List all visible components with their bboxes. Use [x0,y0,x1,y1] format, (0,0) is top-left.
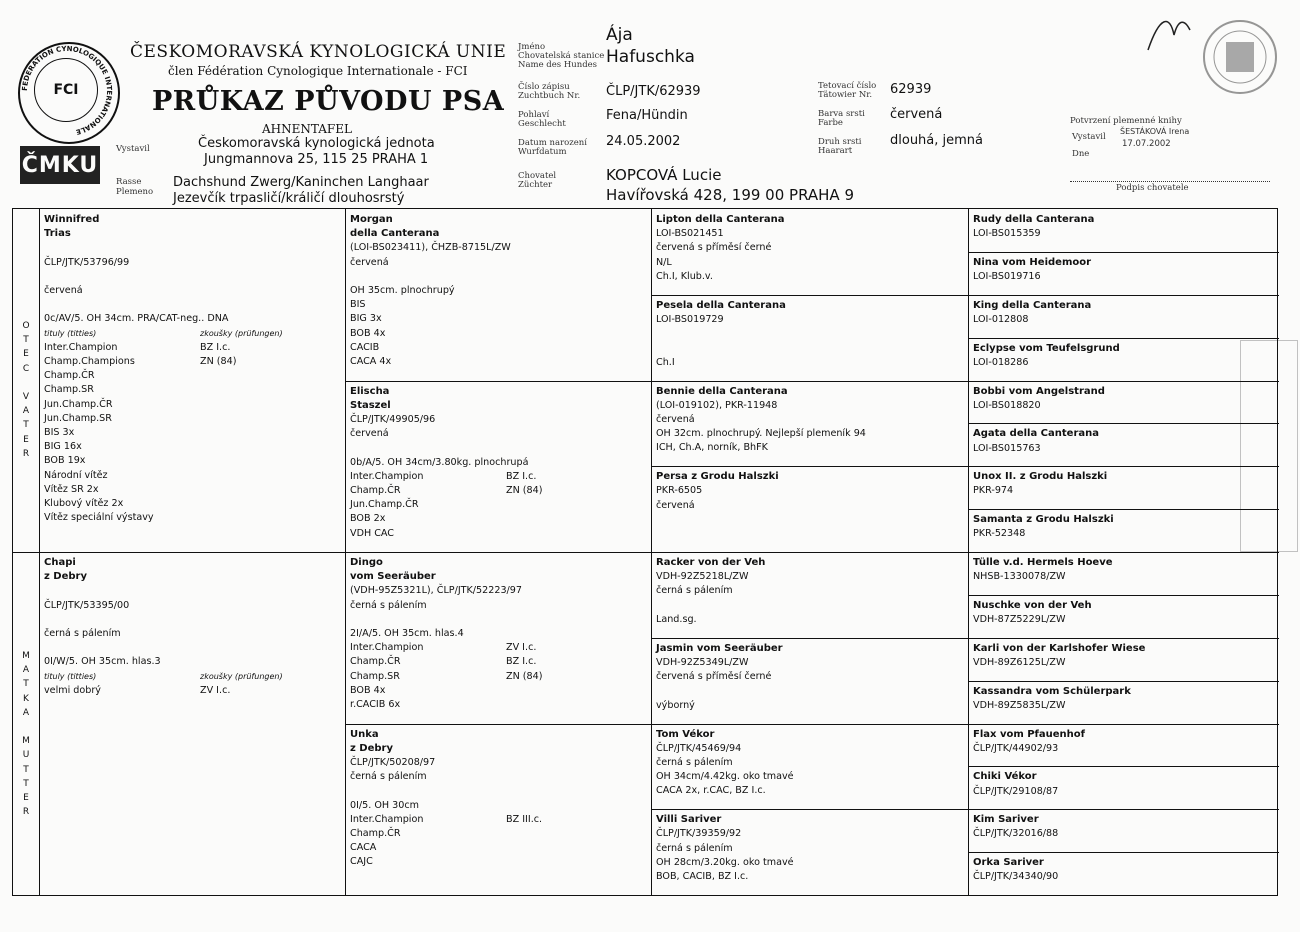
gen3-cell [656,299,786,370]
gen4-cell [973,342,1120,370]
gen4-divider [969,338,1279,339]
title-row: Jun.Champ.SR [44,412,112,424]
registration-number: VDH-89Z5835L/ZW [973,699,1066,711]
title-row: Champ.SR [44,384,94,396]
info-line: ČLP/JTK/45469/94 [656,742,742,754]
label-sex: Pohlaví Geschlecht [518,110,566,129]
info-line: OH 35cm. plnochrupý [350,285,455,297]
info-line: výborný [656,699,695,711]
info-line: BOB 4x [350,327,386,339]
dog-name-line: Villi Sariver [656,814,722,826]
info-line: OH 34cm/4.42kg. oko tmavé [656,771,794,783]
info-line: r.CACIB 6x [350,699,401,711]
info-line: PKR-6505 [656,485,703,497]
info-line [656,341,786,355]
gen3-cell [656,813,794,884]
info-line: BOB 4x [350,684,386,696]
info-line: červená [656,413,695,425]
gen4-cell [973,470,1107,498]
side-label-letter: E [23,349,29,360]
title-row: Vítěz speciální výstavy [44,512,154,524]
titles-header: tituly (titties) zkoušky (prüfungen) [44,328,283,338]
info-line: Land.sg. [656,613,697,625]
info-line [656,684,783,698]
info-line: červená s příměsí černé [656,242,772,254]
dog-name-line: Tom Vékor [656,728,715,740]
breeder-address: Havířovská 428, 199 00 PRAHA 9 [606,186,854,204]
dog-dob: 24.05.2002 [606,134,681,149]
spacer [44,584,283,598]
dog-name-line: Kassandra vom Schülerpark [973,685,1131,697]
label-dob: Datum narození Wurfdatum [518,138,587,157]
fci-logo-text: FCI [53,82,79,98]
dog-name-line: vom Seeräuber [350,571,436,583]
info-line: CACIB [350,341,380,353]
registration-number: VDH-89Z6125L/ZW [973,656,1066,668]
info-line: červená [350,256,389,268]
info-line: ICH, Ch.A, norník, BhFK [656,442,768,454]
pedigree-table [12,208,1278,896]
fci-logo [34,58,98,122]
registration-number: ČLP/JTK/34340/90 [973,871,1059,883]
gen3-cell [656,470,779,513]
gen4-divider [969,852,1279,853]
info-line: OH 28cm/3.20kg. oko tmavé [656,856,794,868]
gen4-cell [973,213,1094,241]
side-label-letter: T [23,778,29,789]
dog-name-line: Samanta z Grodu Halszki [973,514,1114,526]
info-line: Ch.I [656,356,675,368]
title-row: BIS 3x [44,427,75,439]
info-line [350,270,511,284]
info-line: Champ.ČR ZN (84) [350,484,528,498]
studbook-date-label: Dne [1072,149,1090,159]
side-label-letter: C [22,363,30,374]
exam-result: BZ I.c. [506,656,537,668]
info-line: černá s pálením [656,756,733,768]
gen4-divider [969,595,1279,596]
side-label-letter: T [23,679,29,690]
spacer [44,641,283,655]
gen4-cell [973,856,1058,884]
registration-number: ČLP/JTK/44902/93 [973,742,1059,754]
coat-color: černá s pálením [44,628,121,640]
gen3-cell [656,213,785,284]
dog-name-line: King della Canterana [973,299,1092,311]
dog-name-line: Unox II. z Grodu Halszki [973,471,1108,483]
label-name: Jméno Chovatelská stanice Name des Hundes [518,42,605,70]
dog-name-line: Nina vom Heidemoor [973,256,1092,268]
gen3-divider [652,466,1279,467]
registration-number: PKR-52348 [973,528,1026,540]
info-line: N/L [656,256,672,268]
exam-result: ZN (84) [506,484,543,496]
side-label-letter [16,720,36,734]
gen4-cell [973,556,1113,584]
svg-text:FEDERATION CYNOLOGIQUE INTERNA: FEDERATION CYNOLOGIQUE INTERNATIONALE [20,44,114,136]
signature-label: Podpis chovatele [1116,183,1189,193]
dog-name-line: Staszel [350,399,391,411]
title-row: BIG 16x [44,441,82,453]
dog-name-line: Morgan [350,214,393,225]
info-line: LOI-BS019729 [656,313,724,325]
info-line: Jun.Champ.ČR [350,499,419,511]
info-line: BIS [350,299,366,311]
side-label-letter: K [23,693,29,704]
info-line: CACA [350,842,377,854]
dog-name-line: Eclypse vom Teufelsgrund [973,342,1120,354]
side-label-letter: E [23,793,29,804]
side-label-letter: A [22,707,30,718]
dog-name-line: z Debry [350,742,393,754]
side-label-letter: E [23,434,29,445]
gen3-divider [652,809,1279,810]
page-title: PRŮKAZ PŮVODU PSA [152,86,505,117]
sire-cell [44,213,283,525]
gen3-cell [656,385,866,456]
side-label-letter: A [22,665,30,676]
gen2-cell [350,728,543,870]
dog-name-line: Elischa [350,385,390,397]
side-label-letter: O [22,321,30,331]
exam-info: 0I/W/5. OH 35cm. hlas.3 [44,656,161,668]
gen4-cell [973,256,1091,284]
gen4-cell [973,385,1105,413]
dog-name-block [606,24,695,68]
info-line: černá s pálením [656,842,733,854]
issuer-name: Českomoravská kynologická jednota [198,136,435,151]
info-line: Inter.Champion ZV I.c. [350,641,522,655]
org-name: ČESKOMORAVSKÁ KYNOLOGICKÁ UNIE [130,42,507,62]
info-line: ČLP/JTK/39359/92 [656,828,742,840]
info-line: Inter.Champion BZ III.c. [350,813,435,827]
registration-number: LOI-018286 [973,356,1029,368]
info-line: CAJC [350,856,373,868]
gen4-cell [973,513,1114,541]
dog-name-line: Lipton della Canterana [656,214,785,225]
dog-name-line: Nuschke von der Veh [973,599,1092,611]
dog-name-line: Bennie della Canterana [656,385,788,397]
info-line: černá s pálením [656,585,733,597]
info-line: VDH-92Z5218L/ZW [656,571,749,583]
info-line: 0b/A/5. OH 34cm/3.80kg. plnochrupá [350,456,529,468]
info-line: Champ.SR ZN (84) [350,670,522,684]
registration-number: VDH-87Z5229L/ZW [973,614,1066,626]
info-line: CACA 4x [350,356,392,368]
dog-name-line: Tülle v.d. Hermels Hoeve [973,557,1113,568]
fci-member: člen Fédération Cynologique Internationale - FCI [168,64,468,78]
label-coat: Druh srsti Haarart [818,137,862,156]
dog-reg: ČLP/JTK/62939 [606,84,701,99]
exam-info: 0c/AV/5. OH 34cm. PRA/CAT-neg.. DNA [44,313,229,325]
dog-name-line: Jasmin vom Seeräuber [656,642,783,654]
dog-name-line: Flax vom Pfauenhof [973,728,1086,740]
gen4-cell [973,427,1099,455]
cmku-logo [20,146,100,184]
info-line: 0I/5. OH 30cm [350,799,420,811]
gen4-cell [973,299,1091,327]
title-row: Champ.Champions ZN (84) [44,356,237,368]
exam-result: BZ III.c. [506,813,543,825]
side-label-letter: T [23,764,29,775]
info-line: ČLP/JTK/50208/97 [350,756,436,768]
gen4-divider [969,252,1279,253]
title-row: velmi dobrý ZV I.c. [44,684,231,696]
info-line: LOI-BS021451 [656,228,724,240]
dog-coat: dlouhá, jemná [890,133,984,148]
gen4-cell [973,599,1092,627]
gen4-divider [969,423,1279,424]
info-line: červená s příměsí černé [656,671,772,683]
dog-name-line: Dingo [350,557,383,568]
cmku-logo-text: ČMKU [21,152,99,178]
dog-name-line: della Canterana [350,228,440,240]
title-row: Champ.ČR [44,370,95,382]
dog-name-line: Kim Sariver [973,814,1039,826]
gen2-divider [346,381,1279,382]
info-line: (LOI-019102), PKR-11948 [656,399,778,411]
registration-number: LOI-BS015763 [973,442,1041,454]
issuer-label: Vystavil [116,144,150,154]
label-reg: Číslo zápisu Zuchtbuch Nr. [518,82,581,101]
side-label-letter: M [22,736,30,747]
dog-name-line: Winnifred [44,214,100,225]
registration-number: LOI-BS019716 [973,271,1041,283]
gen2-divider [346,724,1279,725]
side-label-letter: U [22,750,30,761]
info-line: červená [350,428,389,440]
studbook-issued-date: 17.07.2002 [1122,139,1171,149]
registration-number: ČLP/JTK/29108/87 [973,785,1059,797]
gen2-cell [350,385,543,541]
info-line: Ch.I, Klub.v. [656,270,713,282]
gen3-cell [656,728,794,799]
exam-result: ZN (84) [506,670,543,682]
side-label-dam [16,649,36,819]
side-label-letter: R [22,807,30,818]
info-line [350,441,528,455]
info-line: ČLP/JTK/49905/96 [350,413,436,425]
dog-name: Ája [606,25,633,45]
dog-name-line: Agata della Canterana [973,428,1099,440]
registration-number: LOI-012808 [973,313,1029,325]
dog-name-line: Racker von der Veh [656,557,766,568]
info-line: Inter.Champion BZ I.c. [350,470,528,484]
registration-number: NHSB-1330078/ZW [973,571,1066,583]
signature-line [1070,181,1270,182]
info-line [350,784,435,798]
dog-name-line: Pesela della Canterana [656,299,786,311]
side-label-letter: V [22,392,30,403]
pedigree-mid-divider [13,552,1279,553]
title-row: Národní vítěz [44,469,108,481]
dog-tattoo: 62939 [890,82,932,97]
label-color: Barva srsti Farbe [818,109,865,128]
dog-name-line: Chapi [44,557,76,568]
info-line: BOB, CACIB, BZ I.c. [656,871,749,883]
dog-name-line: Bobbi vom Angelstrand [973,385,1105,397]
dog-name-line: Chiki Vékor [973,771,1037,783]
exam-result: ZV I.c. [506,642,537,654]
info-line: černá s pálením [350,599,427,611]
spacer [44,613,283,627]
gen3-cell [656,642,783,713]
info-line: černá s pálením [350,771,427,783]
info-line: Champ.ČR BZ I.c. [350,655,522,669]
dog-name-line: Unka [350,728,379,740]
gen3-cell [656,556,765,627]
gen4-cell [973,770,1058,798]
info-line: BOB 2x [350,513,386,525]
studbook-confirm-label: Potvrzení plemenné knihy [1070,116,1182,126]
info-line: 2I/A/5. OH 35cm. hlas.4 [350,628,464,640]
breeder-name: KOPCOVÁ Lucie [606,166,722,184]
coat-color: červená [44,285,83,297]
spacer [44,241,283,255]
dog-kennel: Hafuschka [606,47,695,67]
dog-name-line: Karli von der Karlshofer Wiese [973,642,1146,654]
breed-cz: Jezevčík trpasličí/králičí dlouhosrstý [173,191,405,206]
info-line: VDH-92Z5349L/ZW [656,656,749,668]
side-label-sire [16,319,36,461]
label-tattoo: Tetovací číslo Tätowier Nr. [818,81,877,100]
dog-name-line: z Debry [44,571,87,583]
dog-color: červená [890,107,943,122]
gen4-cell [973,813,1058,841]
dog-name-line: Orka Sariver [973,857,1044,869]
studbook-issued-by: ŠESTÁKOVÁ Irena [1120,127,1190,136]
registration-number: LOI-BS015359 [973,228,1041,240]
registration-number: LOI-BS018820 [973,399,1041,411]
spacer [44,298,283,312]
gen4-cell [973,728,1085,756]
info-line: (VDH-95Z5321L), ČLP/JTK/52223/97 [350,585,522,597]
breed-de: Dachshund Zwerg/Kaninchen Langhaar [173,175,429,190]
gen3-divider [652,295,1279,296]
side-label-letter: M [22,651,30,661]
dog-name-line: Trias [44,228,71,240]
side-label-letter: R [22,448,30,459]
gen4-cell [973,642,1145,670]
titles-header: tituly (titties) zkoušky (prüfungen) [44,671,283,681]
breed-label-2: Plemeno [116,187,154,197]
info-line: VDH CAC [350,527,395,539]
gen4-cell [973,685,1131,713]
side-label-letter: A [22,406,30,417]
registration-number: PKR-974 [973,485,1014,497]
registration-number: ČLP/JTK/53395/00 [44,599,130,611]
gen4-divider [969,509,1279,510]
registration-number: ČLP/JTK/53796/99 [44,256,130,268]
spacer [44,270,283,284]
gen4-divider [969,766,1279,767]
info-line: OH 32cm. plnochrupý. Nejlepší plemeník 94 [656,428,866,440]
side-label-letter [16,376,36,390]
info-line [656,327,786,341]
title-row: Inter.Champion BZ I.c. [44,341,231,353]
dam-cell [44,556,283,698]
dog-name-line: Rudy della Canterana [973,214,1095,225]
breed-label-1: Rasse [116,177,142,187]
signature-mark [1140,10,1200,60]
side-label-letter: T [23,335,29,346]
side-label-letter: T [23,420,29,431]
info-line: CACA 2x, r.CAC, BZ I.c. [656,785,766,797]
info-line: (LOI-BS023411), ČHZB-8715L/ZW [350,242,511,254]
info-line [350,613,522,627]
issuer-address: Jungmannova 25, 115 25 PRAHA 1 [204,152,429,167]
registration-number: ČLP/JTK/32016/88 [973,828,1059,840]
info-line: Champ.ČR [350,827,401,839]
title-row: Klubový vítěz 2x [44,498,124,510]
gen2-cell [350,213,511,369]
label-breeder: Chovatel Züchter [518,171,557,190]
title-row: Jun.Champ.ČR [44,398,113,410]
info-line: červená [656,499,695,511]
gen4-divider [969,681,1279,682]
gen3-divider [652,638,1279,639]
info-line [656,599,765,613]
gen2-cell [350,556,543,712]
info-line: BIG 3x [350,313,382,325]
studbook-issued-label: Vystavil [1072,132,1106,142]
exam-result: BZ I.c. [506,470,537,482]
title-row: Vítěz SR 2x [44,483,99,495]
ahnentafel-label: AHNENTAFEL [262,122,352,136]
title-row: BOB 19x [44,455,86,467]
dog-name-line: Persa z Grodu Halszki [656,471,779,483]
dog-sex: Fena/Hündin [606,108,688,123]
